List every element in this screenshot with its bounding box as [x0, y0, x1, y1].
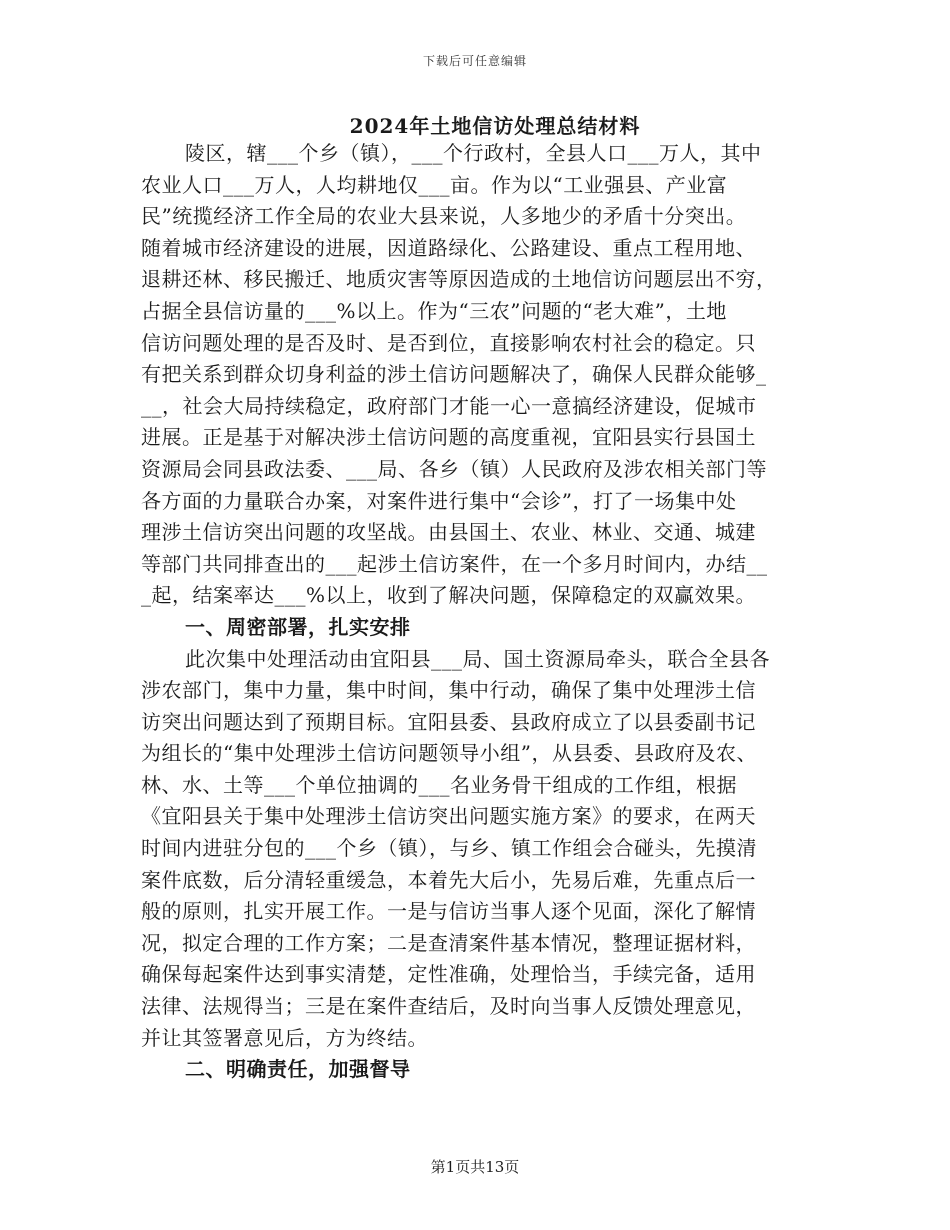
- text-line: 并让其签署意见后，方为终结。: [141, 1025, 428, 1050]
- text-line: 农业人口___万人，人均耕地仅___亩。作为以“工业强县、产业富: [141, 172, 728, 197]
- text-line: 理涉土信访突出问题的攻坚战。由县国土、农业、林业、交通、城建: [141, 520, 756, 545]
- section-heading: 二、明确责任，加强督导: [185, 1057, 411, 1082]
- text-line: 随着城市经济建设的进展，因道路绿化、公路建设、重点工程用地、: [141, 235, 756, 260]
- text-line: 《宜阳县关于集中处理涉土信访突出问题实施方案》的要求，在两天: [141, 804, 756, 829]
- text-line: 有把关系到群众切身利益的涉土信访问题解决了，确保人民群众能够_: [141, 362, 767, 387]
- header-note: 下载后可任意编辑: [422, 54, 527, 68]
- text-line: 林、水、土等___个单位抽调的___名业务骨干组成的工作组，根据: [141, 772, 737, 797]
- text-line: 时间内进驻分包的___个乡（镇），与乡、镇工作组会合碰头，先摸清: [141, 836, 757, 861]
- text-line: 资源局会同县政法委、___局、各乡（镇）人民政府及涉农相关部门等: [141, 456, 767, 481]
- document-body: [141, 138, 811, 1086]
- text-line: 确保每起案件达到事实清楚，定性准确，处理恰当，手续完备，适用: [141, 962, 756, 987]
- text-line: 等部门共同排查出的___起涉土信访案件，在一个多月时间内，办结__: [141, 551, 768, 576]
- text-line: 信访问题处理的是否及时、是否到位，直接影响农村社会的稳定。只: [141, 330, 756, 355]
- text-line: 此次集中处理活动由宜阳县___局、国土资源局牵头，联合全县各: [185, 646, 770, 671]
- text-line: 民”统揽经济工作全局的农业大县来说，人多地少的矛盾十分突出。: [141, 204, 747, 229]
- text-line: 进展。正是基于对解决涉土信访问题的高度重视，宜阳县实行县国土: [141, 425, 756, 450]
- text-line: _起，结案率达___%以上，收到了解决问题，保障稳定的双赢效果。: [141, 583, 757, 608]
- text-line: 退耕还林、移民搬迁、地质灾害等原因造成的土地信访问题层出不穷，: [141, 267, 777, 292]
- text-line: 访突出问题达到了预期目标。宜阳县委、县政府成立了以县委副书记: [141, 709, 756, 734]
- text-line: 案件底数，后分清轻重缓急，本着先大后小，先易后难，先重点后一: [141, 867, 756, 892]
- document-title: 2024年土地信访处理总结材料: [349, 114, 641, 138]
- text-line: __，社会大局持续稳定，政府部门才能一心一意搞经济建设，促城市: [141, 393, 757, 418]
- text-line: 涉农部门，集中力量，集中时间，集中行动，确保了集中处理涉土信: [141, 678, 756, 703]
- text-line: 各方面的力量联合办案，对案件进行集中“会诊”，打了一场集中处: [141, 488, 737, 513]
- text-line: 般的原则，扎实开展工作。一是与信访当事人逐个见面，深化了解情: [141, 899, 756, 924]
- text-line: 陵区，辖___个乡（镇），___个行政村，全县人口___万人，其中: [185, 141, 762, 165]
- page-number-footer: 第1页共13页: [430, 1158, 520, 1176]
- text-line: 法律、法规得当；三是在案件查结后，及时向当事人反馈处理意见，: [141, 994, 756, 1019]
- text-line: 况，拟定合理的工作方案；二是查清案件基本情况，整理证据材料，: [141, 930, 756, 955]
- text-line: 占据全县信访量的___%以上。作为“三农”问题的“老大难”，土地: [141, 298, 727, 323]
- section-heading: 一、周密部署，扎实安排: [185, 614, 411, 639]
- text-line: 为组长的“集中处理涉土信访问题领导小组”，从县委、县政府及农、: [141, 741, 757, 766]
